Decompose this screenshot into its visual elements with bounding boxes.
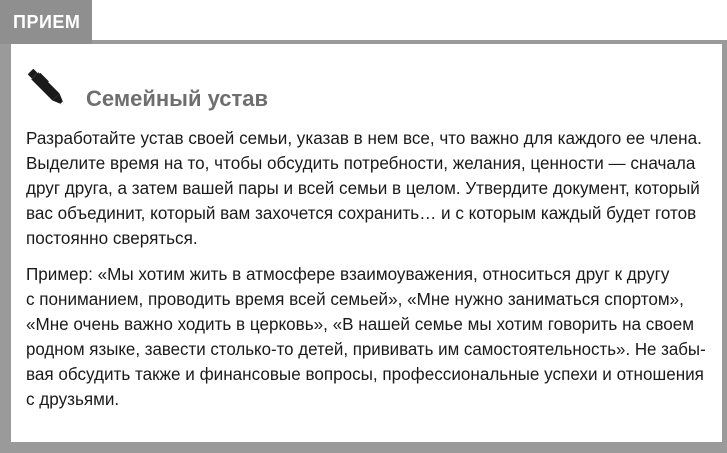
box-header xyxy=(26,66,268,118)
text-line: Разработайте устав своей семьи, указав в нем все, что важно для каждого ее члена. xyxy=(26,128,702,148)
text-line: с друзьями. xyxy=(26,389,120,409)
text-line: друг друга, а затем вашей пары и всей семьи в целом. Утвердите документ, который xyxy=(26,178,700,198)
text-line: вая обсудить также и финансовые вопросы, профессиональные успехи и отношения xyxy=(26,364,704,384)
text-line: с пониманием, проводить время всей семьей», «Мне нужно заниматься спортом», xyxy=(26,289,684,309)
paragraph-1 xyxy=(26,126,718,251)
paragraph-2 xyxy=(26,262,718,412)
text-line: «Мне очень важно ходить в церковь», «В нашей семье мы хотим говорить на своем xyxy=(26,314,694,334)
box-body xyxy=(26,126,718,412)
pen-icon xyxy=(26,67,76,117)
text-line: постоянно сверяться. xyxy=(26,228,198,248)
box-title: Семейный устав xyxy=(86,86,269,111)
text-line: Пример: «Мы хотим жить в атмосфере взаимоуважения, относиться друг к другу xyxy=(26,264,670,284)
section-tab: ПРИЕМ xyxy=(0,0,92,44)
text-line: родном языке, завести столько-то детей, прививать им самостоятельность». Не забы- xyxy=(26,339,706,359)
text-line: Выделите время на то, чтобы обсудить потребности, желания, ценности — сначала xyxy=(26,153,696,173)
text-line: вас объединит, который вам захочется сохранить… и с которым каждый будет готов xyxy=(26,203,697,223)
